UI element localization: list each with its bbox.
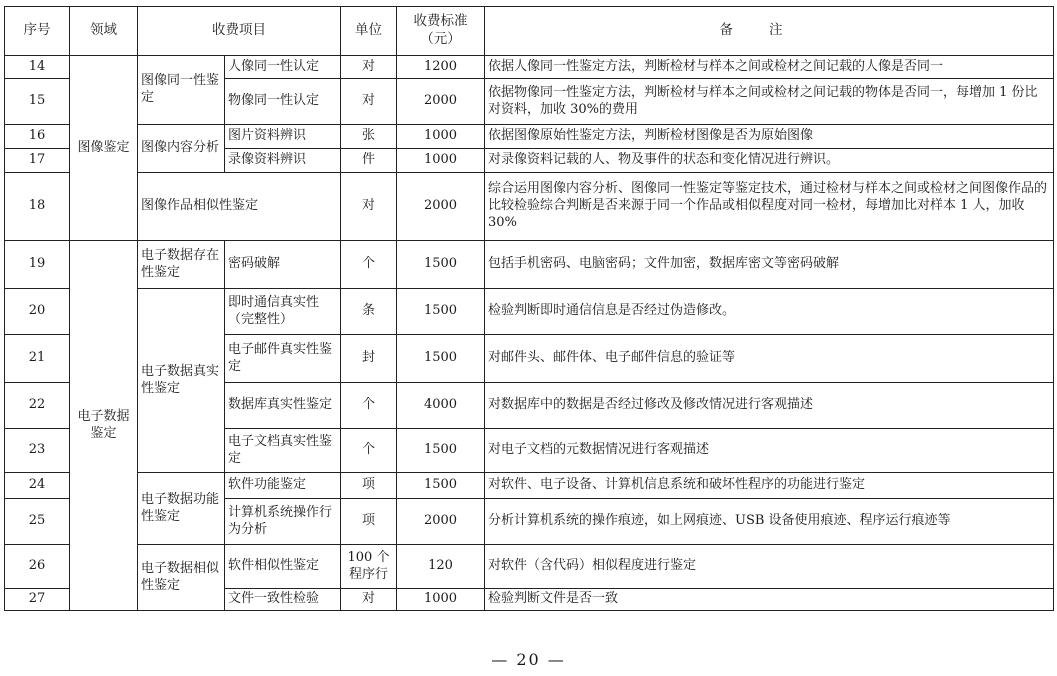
- row-number: 15: [5, 79, 70, 125]
- row-number: 25: [5, 499, 70, 545]
- category-cell: 电子数据真实性鉴定: [138, 289, 225, 473]
- item-cell: 软件相似性鉴定: [225, 545, 341, 589]
- fee-cell: 1000: [397, 149, 485, 173]
- unit-cell: 对: [341, 173, 397, 241]
- note-cell: 分析计算机系统的操作痕迹，如上网痕迹、USB 设备使用痕迹、程序运行痕迹等: [485, 499, 1054, 545]
- category-cell: 图像同一性鉴定: [138, 56, 225, 125]
- fee-cell: 2000: [397, 499, 485, 545]
- header-domain: 领域: [70, 7, 138, 56]
- note-cell: 综合运用图像内容分析、图像同一性鉴定等鉴定技术，通过检材与样本之间或检材之间图像作品的比较检验综合判断是否来源于同一个作品或相似程度对同一检材，每增加比对样本 1 人，加收 30%: [485, 173, 1054, 241]
- item-cell: 数据库真实性鉴定: [225, 383, 341, 429]
- note-cell: 包括手机密码、电脑密码；文件加密，数据库密文等密码破解: [485, 241, 1054, 289]
- fee-cell: 1500: [397, 473, 485, 499]
- unit-cell: 个: [341, 383, 397, 429]
- table-row: [5, 473, 1054, 499]
- item-cell: 电子文档真实性鉴定: [225, 429, 341, 473]
- item-cell: 图像作品相似性鉴定: [138, 173, 341, 241]
- fee-cell: 1500: [397, 429, 485, 473]
- fee-table: [4, 6, 1054, 611]
- note-cell: 对录像资料记载的人、物及事件的状态和变化情况进行辨识。: [485, 149, 1054, 173]
- row-number: 20: [5, 289, 70, 335]
- header-seq: 序号: [5, 7, 70, 56]
- table-row: [5, 289, 1054, 335]
- unit-cell: 项: [341, 499, 397, 545]
- fee-cell: 1200: [397, 56, 485, 79]
- note-cell: 对邮件头、邮件体、电子邮件信息的验证等: [485, 335, 1054, 383]
- note-cell: 对软件、电子设备、计算机信息系统和破坏性程序的功能进行鉴定: [485, 473, 1054, 499]
- row-number: 24: [5, 473, 70, 499]
- header-row: [5, 7, 1054, 56]
- row-number: 18: [5, 173, 70, 241]
- fee-cell: 1500: [397, 289, 485, 335]
- domain-cell: 图像鉴定: [70, 56, 138, 241]
- note-cell: 检验判断即时通信信息是否经过伪造修改。: [485, 289, 1054, 335]
- note-cell: 对电子文档的元数据情况进行客观描述: [485, 429, 1054, 473]
- unit-cell: 个: [341, 429, 397, 473]
- unit-cell: 封: [341, 335, 397, 383]
- item-cell: 计算机系统操作行为分析: [225, 499, 341, 545]
- header-standard: 收费标准（元）: [397, 7, 485, 56]
- category-cell: 电子数据存在性鉴定: [138, 241, 225, 289]
- fee-cell: 2000: [397, 173, 485, 241]
- category-cell: 电子数据相似性鉴定: [138, 545, 225, 611]
- item-cell: 物像同一性认定: [225, 79, 341, 125]
- item-cell: 电子邮件真实性鉴定: [225, 335, 341, 383]
- item-cell: 软件功能鉴定: [225, 473, 341, 499]
- fee-cell: 4000: [397, 383, 485, 429]
- table-row: [5, 56, 1054, 79]
- table-row: [5, 125, 1054, 149]
- fee-cell: 1000: [397, 589, 485, 611]
- header-remarks: 备注: [485, 7, 1054, 56]
- unit-cell: 对: [341, 589, 397, 611]
- note-cell: 依据物像同一性鉴定方法，判断检材与样本之间或检材之间记载的物体是否同一，每增加 1 份比对资料，加收 30%的费用: [485, 79, 1054, 125]
- unit-cell: 个: [341, 241, 397, 289]
- item-cell: 图片资料辨识: [225, 125, 341, 149]
- unit-cell: 条: [341, 289, 397, 335]
- category-cell: 电子数据功能性鉴定: [138, 473, 225, 545]
- row-number: 21: [5, 335, 70, 383]
- fee-cell: 1000: [397, 125, 485, 149]
- note-cell: 对数据库中的数据是否经过修改及修改情况进行客观描述: [485, 383, 1054, 429]
- row-number: 26: [5, 545, 70, 589]
- fee-cell: 120: [397, 545, 485, 589]
- row-number: 14: [5, 56, 70, 79]
- row-number: 27: [5, 589, 70, 611]
- row-number: 16: [5, 125, 70, 149]
- row-number: 17: [5, 149, 70, 173]
- row-number: 22: [5, 383, 70, 429]
- fee-cell: 1500: [397, 241, 485, 289]
- unit-cell: 对: [341, 56, 397, 79]
- note-cell: 依据人像同一性鉴定方法，判断检材与样本之间或检材之间记载的人像是否同一: [485, 56, 1054, 79]
- category-cell: 图像内容分析: [138, 125, 225, 173]
- row-number: 19: [5, 241, 70, 289]
- table-row: [5, 173, 1054, 241]
- header-unit: 单位: [341, 7, 397, 56]
- item-cell: 即时通信真实性（完整性）: [225, 289, 341, 335]
- unit-cell: 100 个程序行: [341, 545, 397, 589]
- header-item: 收费项目: [138, 7, 341, 56]
- item-cell: 人像同一性认定: [225, 56, 341, 79]
- table-row: [5, 545, 1054, 589]
- table-row: [5, 241, 1054, 289]
- note-cell: 依据图像原始性鉴定方法，判断检材图像是否为原始图像: [485, 125, 1054, 149]
- unit-cell: 张: [341, 125, 397, 149]
- note-cell: 对软件（含代码）相似程度进行鉴定: [485, 545, 1054, 589]
- domain-cell: 电子数据鉴定: [70, 241, 138, 611]
- unit-cell: 项: [341, 473, 397, 499]
- item-cell: 录像资料辨识: [225, 149, 341, 173]
- unit-cell: 件: [341, 149, 397, 173]
- row-number: 23: [5, 429, 70, 473]
- unit-cell: 对: [341, 79, 397, 125]
- page-number: — 20 —: [491, 650, 566, 669]
- note-cell: 检验判断文件是否一致: [485, 589, 1054, 611]
- item-cell: 文件一致性检验: [225, 589, 341, 611]
- item-cell: 密码破解: [225, 241, 341, 289]
- fee-cell: 2000: [397, 79, 485, 125]
- fee-cell: 1500: [397, 335, 485, 383]
